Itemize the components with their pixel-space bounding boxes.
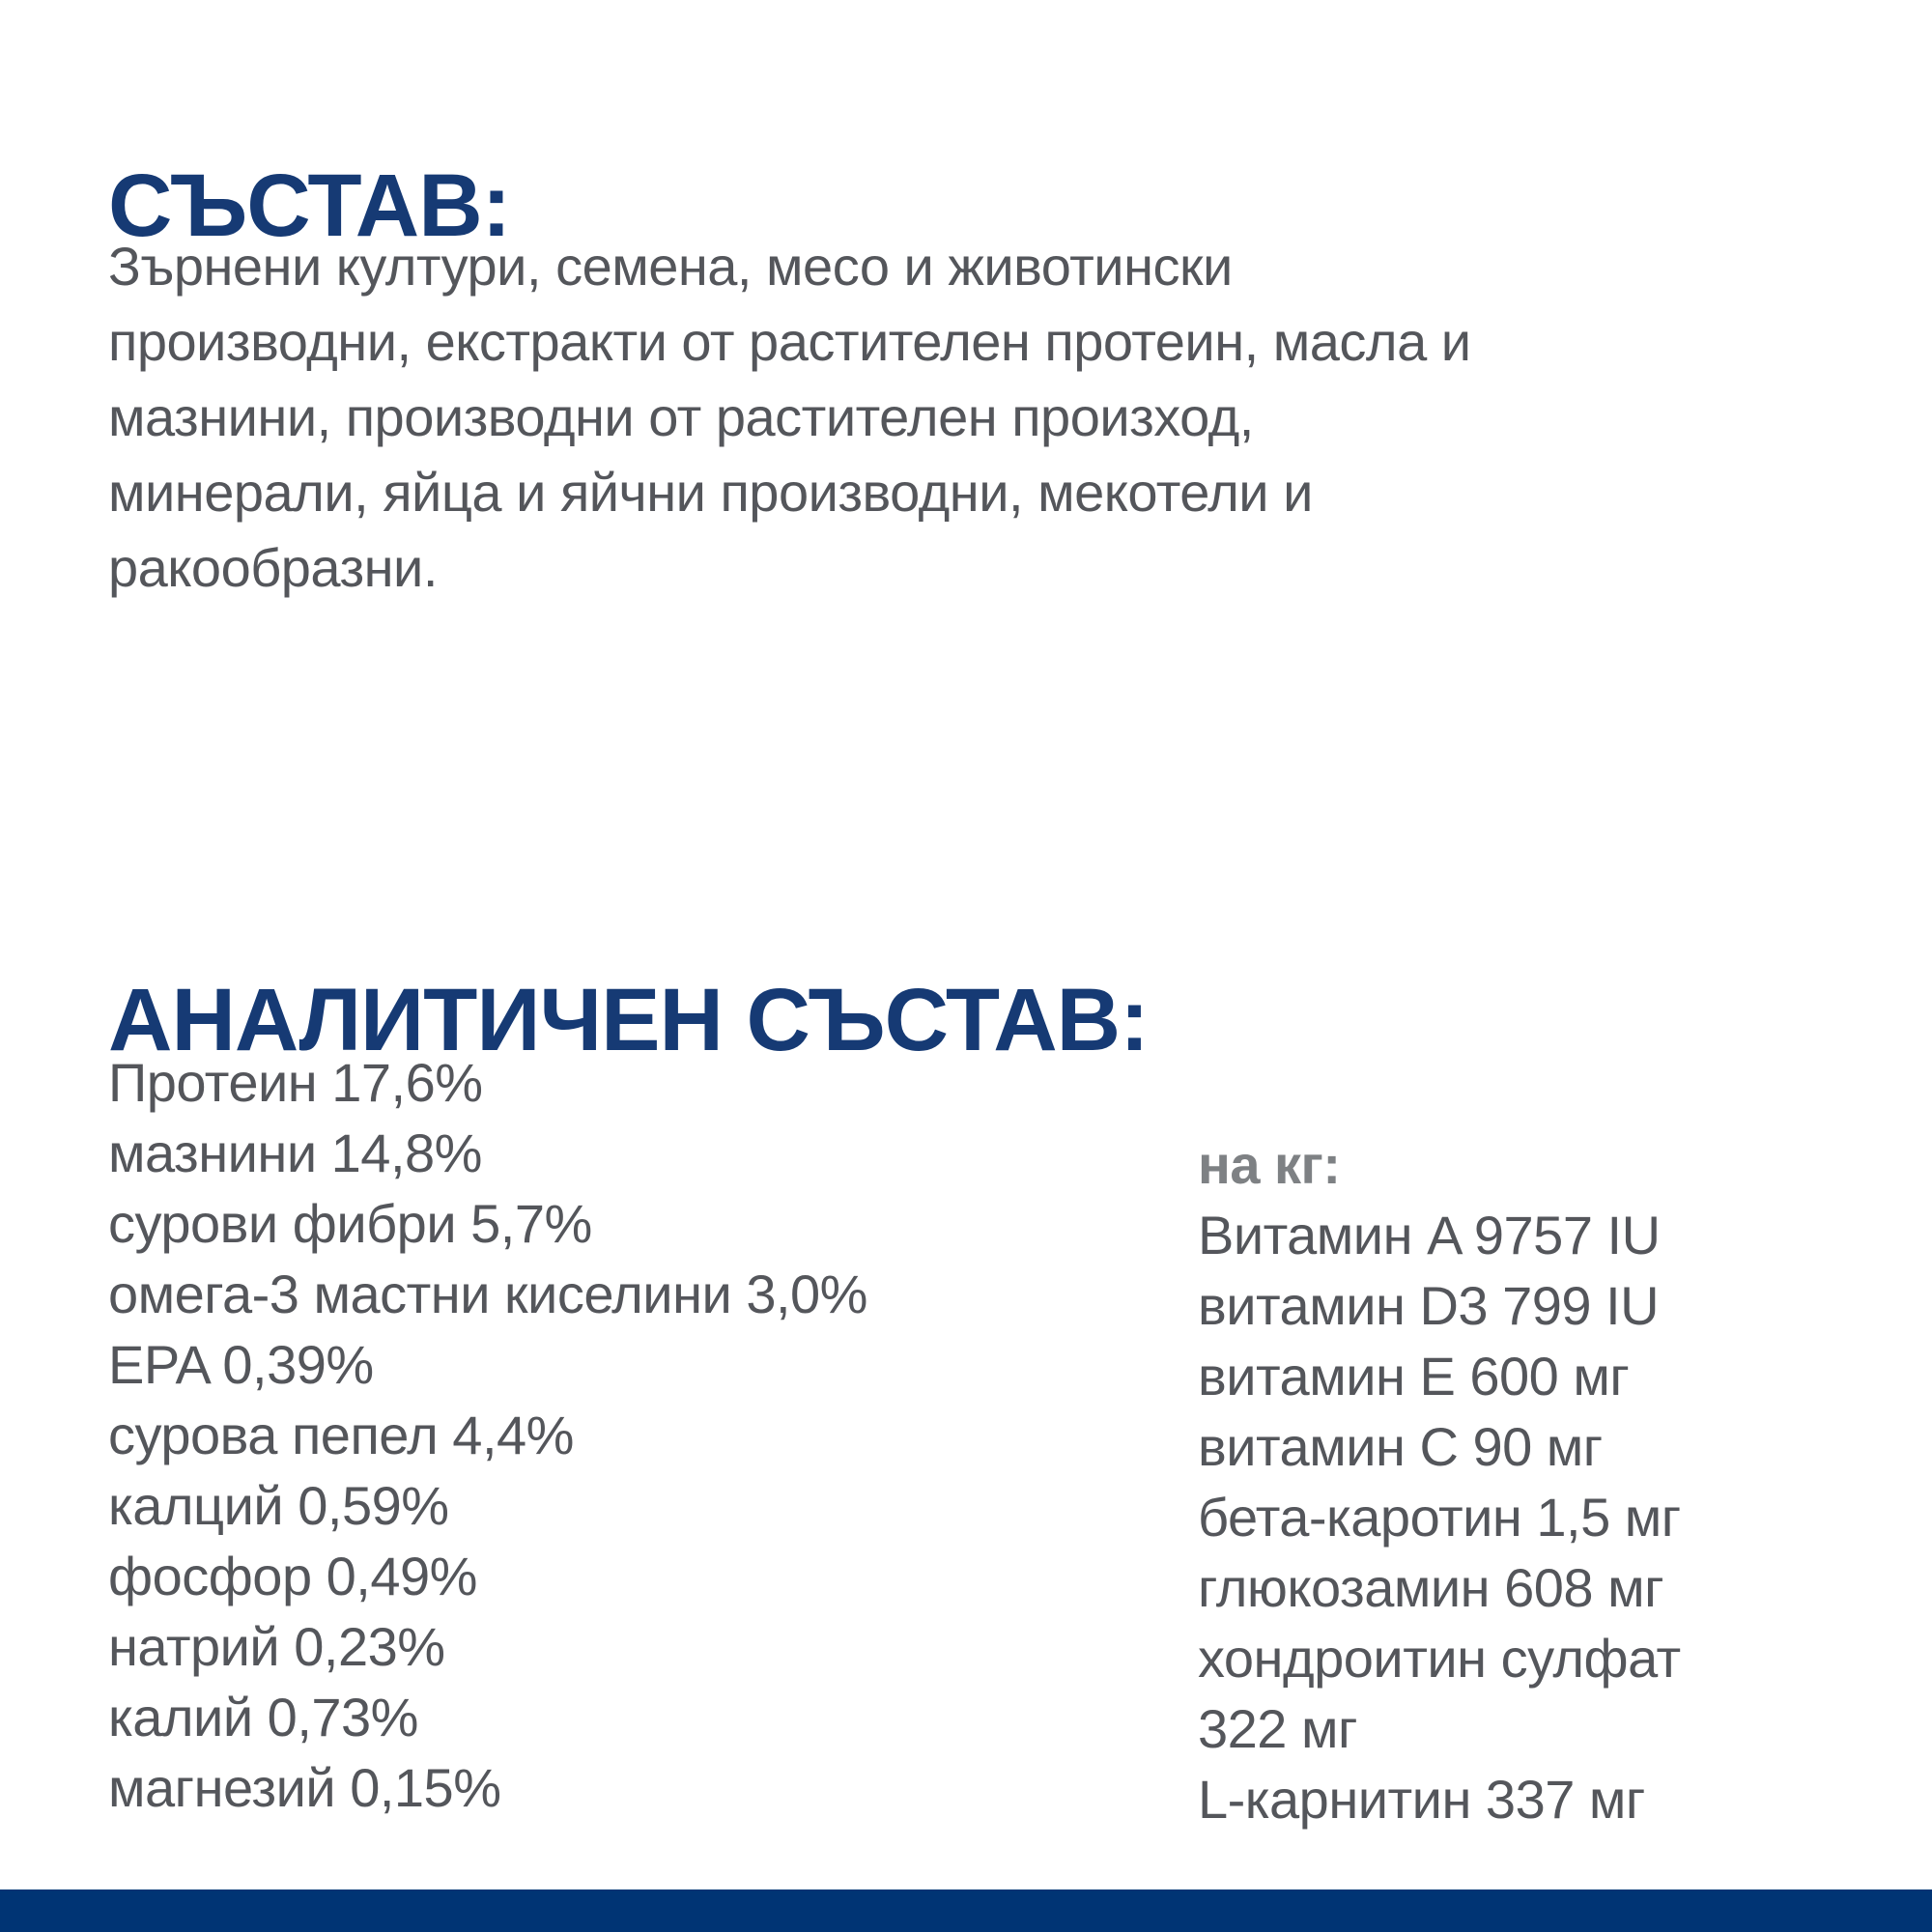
- nutrient-item: мазнини 14,8%: [108, 1122, 482, 1183]
- nutrient-item: сурови фибри 5,7%: [108, 1193, 592, 1254]
- per-kg-item: витамин E 600 мг: [1198, 1346, 1630, 1406]
- per-kg-item: хондроитин сулфат: [1198, 1628, 1681, 1689]
- per-kg-item: бета-каротин 1,5 мг: [1198, 1487, 1681, 1548]
- analytical-heading: АНАЛИТИЧЕН СЪСТАВ:: [108, 970, 1149, 1069]
- per-kg-item: глюкозамин 608 мг: [1198, 1557, 1664, 1618]
- nutrient-item: Протеин 17,6%: [108, 1052, 483, 1113]
- nutrient-item: фосфор 0,49%: [108, 1546, 477, 1606]
- per-kg-item: Витамин A 9757 IU: [1198, 1205, 1661, 1265]
- composition-line: минерали, яйца и яйчни производни, мекотели и: [108, 462, 1313, 523]
- nutrient-item: натрий 0,23%: [108, 1616, 445, 1677]
- composition-line: производни, екстракти от растителен протеин, масла и: [108, 311, 1471, 372]
- composition-paragraph: [108, 229, 1471, 606]
- composition-line: мазнини, производни от растителен произход,: [108, 386, 1254, 447]
- nutrient-item: калий 0,73%: [108, 1687, 418, 1747]
- nutrient-item: омега-3 мастни киселини 3,0%: [108, 1264, 867, 1324]
- composition-line: ракообразни.: [108, 537, 438, 598]
- per-kg-column: [1198, 1129, 1681, 1834]
- nutrient-item: магнезий 0,15%: [108, 1757, 501, 1818]
- footer-brand-bar: [0, 1889, 1932, 1932]
- nutrient-item: калций 0,59%: [108, 1475, 449, 1536]
- per-kg-item: L-карнитин 337 мг: [1198, 1769, 1645, 1830]
- per-kg-item: витамин C 90 мг: [1198, 1416, 1603, 1477]
- per-kg-item: витамин D3 799 IU: [1198, 1275, 1660, 1336]
- nutrient-item: EPA 0,39%: [108, 1334, 374, 1395]
- per-kg-label: на кг:: [1198, 1134, 1341, 1195]
- per-kg-list: [1198, 1200, 1681, 1834]
- composition-heading: СЪСТАВ:: [108, 156, 511, 255]
- nutrient-item: сурова пепел 4,4%: [108, 1405, 574, 1465]
- nutrient-list: [108, 1047, 867, 1823]
- per-kg-item: 322 мг: [1198, 1698, 1357, 1759]
- composition-line: Зърнени култури, семена, месо и животински: [108, 236, 1233, 297]
